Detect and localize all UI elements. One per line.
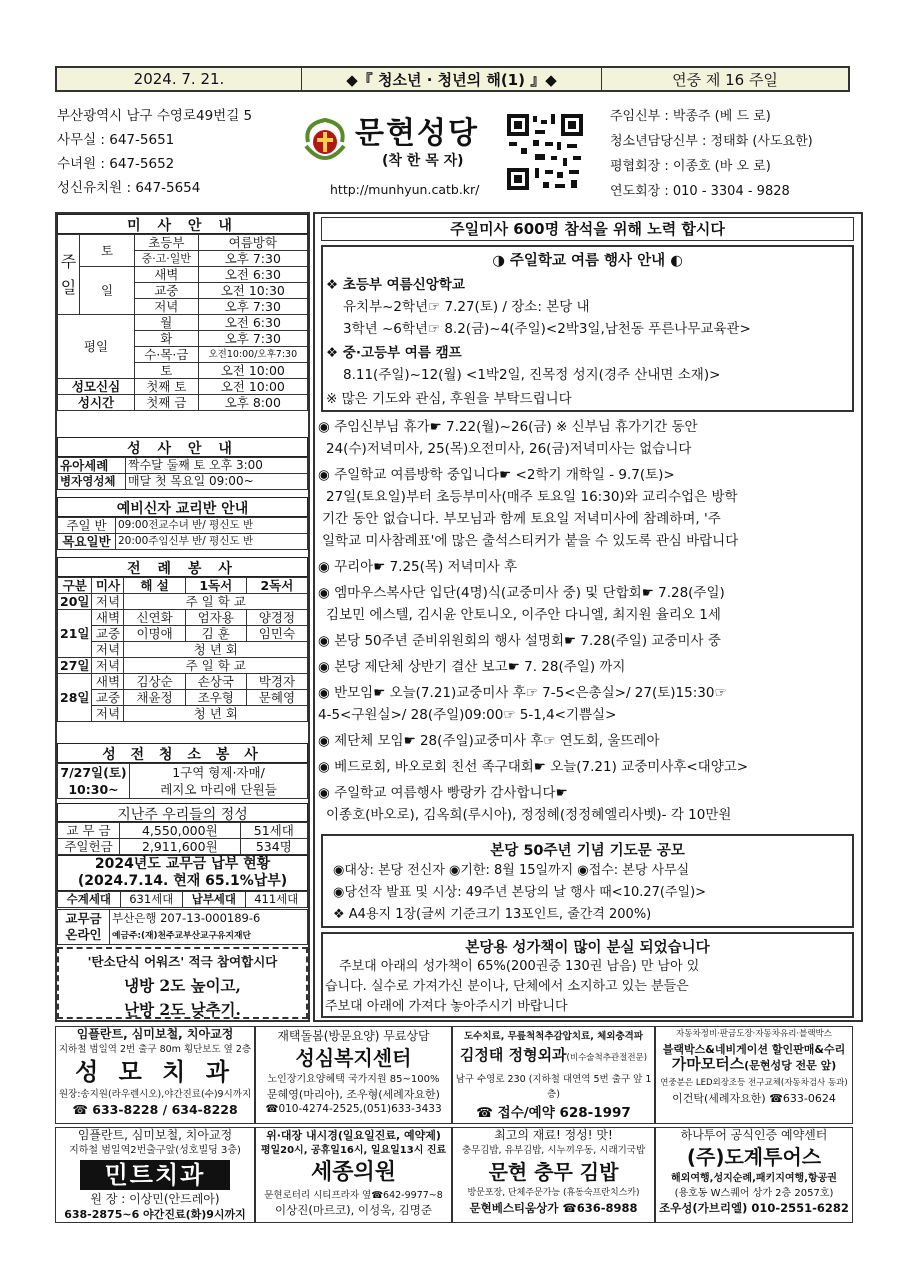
- parish-address-block: [57, 104, 297, 200]
- liturgy-cell: 저녁: [92, 642, 124, 658]
- ad-line: 하나투어 공식인증 예약센터: [680, 1128, 828, 1142]
- liturgy-col: 1독서: [185, 578, 246, 594]
- mass-title: 미 사 안 내: [57, 214, 308, 234]
- catechism-sun-label: 주일 반: [58, 518, 116, 534]
- parish-patron: (착 한 목 자): [382, 153, 464, 169]
- mass-weekday-label: 평일: [58, 315, 135, 379]
- liturgy-cell: 주 일 학 교: [124, 594, 308, 610]
- notice-3: ◉ 꾸리아☛ 7.25(목) 저녁미사 후: [318, 559, 518, 575]
- liturgy-cell: 양경정: [246, 610, 307, 626]
- offering-cell: 51세대: [240, 823, 307, 839]
- liturgy-cell: 채윤정: [124, 690, 185, 706]
- notice-5: ◉ 본당 50주년 준비위원회의 행사 설명회☛ 7.28(주일) 교중미사 중: [318, 633, 721, 649]
- ad-line: 도수치료, 무릎척척추감압치료, 체외충격파: [463, 1031, 644, 1042]
- ad-name: 세종의원: [310, 1160, 396, 1185]
- ad-tel: 638-2875~6 야간진료(화)9시까지: [64, 1208, 246, 1221]
- tithe-account-table: [57, 909, 308, 945]
- summer-elem-2: 3학년 ~6학년☞ 8.2(금)~4(주일)<2박3일,남천동 푸른나무교육관>: [343, 321, 751, 337]
- notice-9: ◉ 베드로회, 바오로회 친선 족구대회☛ 오늘(7.21) 교중미사후<대양고>: [318, 759, 749, 775]
- liturgy-cell: 새벽: [92, 610, 124, 626]
- summer-elem-title: ❖ 초등부 여름신앙학교: [326, 277, 465, 293]
- cleaning-table: [57, 763, 308, 799]
- ad-line: 방문포장, 단체주문가능 (휴동숙프란치스카): [467, 1188, 640, 1198]
- ad-line: 자동차정비·판금도장·자동차유리·블랙박스: [676, 1029, 832, 1039]
- hymn-title: 본당용 성가책이 많이 분실 되었습니다: [465, 940, 710, 956]
- hymnbook-box: [321, 932, 854, 1018]
- notice-10-detail: 이종호(바오로), 김옥희(루시아), 정정혜(정정혜엘리사벳)- 각 10만원: [326, 807, 732, 823]
- summer-title: ◑ 주일학교 여름 행사 안내 ◐: [492, 253, 683, 269]
- cleaning-who-2: 레지오 마리애 단원들: [160, 782, 277, 797]
- ad-line: 지하철 범일역 2번 출구 80m 횡단보도 옆 2층: [58, 1044, 252, 1055]
- tithe-cell: 631세대: [120, 892, 182, 908]
- offering-cell: 교 무 금: [58, 823, 120, 839]
- liturgy-cell: 21일: [58, 610, 92, 658]
- ad-line: 블랙박스&네비게이션 할인판매&수리: [662, 1043, 846, 1056]
- liturgical-week: 연중 제 16 주일: [672, 70, 778, 89]
- carbon-line-1: 냉방 2도 높이고,: [124, 976, 241, 995]
- ad-tel: 문현베스티움상가 ☎636-8988: [469, 1201, 638, 1215]
- mass-sat-label: 토: [80, 235, 135, 267]
- liturgy-cell: 문혜영: [246, 690, 307, 706]
- summer-mid-1: 8.11(주일)~12(월) <1박2일, 진목정 성지(경주 산내면 소재)>: [343, 367, 721, 383]
- mass-cell: 오후 7:30: [198, 251, 307, 267]
- mass-sunday-label: 주 일: [58, 235, 80, 315]
- parish-staff-block: [610, 104, 850, 204]
- mass-cell: 오후 8:00: [198, 395, 307, 411]
- cleaning-title: 성 전 청 소 봉 사: [57, 743, 308, 763]
- header-bar: [55, 66, 850, 92]
- ad-name: 성심복지센터: [295, 1046, 412, 1070]
- ad-dogye-tours: [655, 1127, 853, 1223]
- liturgy-cell: 주 일 학 교: [124, 658, 308, 674]
- mass-cell: 화: [135, 331, 199, 347]
- tithe-subtitle: (2024.7.14. 현재 65.1%납부): [77, 873, 288, 889]
- hymn-line-1: 주보대 아래의 성가책이 65%(200권중 130권 남음) 만 남아 있: [339, 959, 700, 974]
- street-address: 부산광역시 남구 수영로49번길 5: [57, 108, 253, 124]
- mass-cell: 초등부: [135, 235, 199, 251]
- notice-1: ◉ 주임신부님 휴가☛ 7.22(월)~26(금) ※ 신부님 휴가기간 동안: [318, 419, 698, 435]
- ad-line: 임플란트, 심미보철, 치아교정: [77, 1128, 233, 1142]
- convent-phone: 수녀원 : 647-5652: [57, 156, 175, 172]
- mass-cell: 오후 7:30: [198, 331, 307, 347]
- tithe-bank: 부산은행 207-13-000189-6: [112, 911, 261, 925]
- mass-cell: 오후 7:30: [198, 299, 307, 315]
- ad-name: 성 모 치 과: [75, 1057, 235, 1086]
- catechism-title: 예비신자 교리반 안내: [57, 497, 308, 517]
- catechism-table: [57, 517, 308, 550]
- offering-cell: 4,550,000원: [120, 823, 241, 839]
- baptism-label: 유아세례: [58, 458, 126, 474]
- ad-line: 평일20시, 공휴일16시, 일요일13시 진료: [260, 1145, 447, 1156]
- liturgy-cell: 교중: [92, 690, 124, 706]
- ad-line: 문혜영(마리아), 조우형(세례자요한): [267, 1088, 440, 1101]
- carbon-campaign-box: [57, 947, 308, 1019]
- cleaning-date: [58, 764, 130, 799]
- ad-tel: 이건탁(세례자요한) ☎633-0624: [672, 1092, 836, 1105]
- cleaning-who: [130, 764, 308, 799]
- liturgy-col: 2독서: [246, 578, 307, 594]
- tithe-cell: 411세대: [245, 892, 307, 908]
- tithe-title: 2024년도 교무금 납부 현황: [94, 856, 271, 872]
- kindergarten-phone: 성신유치원 : 647-5654: [57, 180, 201, 196]
- ad-line: 해외여행,성지순례,패키지여행,항공권: [671, 1173, 837, 1184]
- ad-tag: (비수술척추관절전문): [566, 1053, 648, 1063]
- mass-cell: 여름방학: [198, 235, 307, 251]
- liturgy-cell: 저녁: [92, 706, 124, 722]
- mass-table: [57, 234, 308, 411]
- baptism-schedule: 짝수달 둘째 토 오후 3:00: [126, 458, 308, 474]
- notice-4: ◉ 엠마우스복사단 입단(4명)식(교중미사 중) 및 단합회☛ 7.28(주일): [318, 585, 725, 601]
- ad-tel: ☎ 접수/예약 628-1997: [476, 1105, 631, 1121]
- ad-line: 지하철 범일역2번출구앞(성호빌딩 3층): [69, 1145, 241, 1156]
- mass-cell: 오전 10:00: [198, 363, 307, 379]
- ad-line: 위·대장 내시경(일요일진료, 예약제): [266, 1129, 441, 1142]
- liturgy-cell: 저녁: [92, 594, 124, 610]
- cleaning-who-1: 1구역 형제·자매/: [172, 765, 265, 780]
- liturgy-cell: 저녁: [92, 658, 124, 674]
- liturgy-cell: 손상국: [185, 674, 246, 690]
- notice-8: ◉ 제단체 모임☛ 28(주일)교중미사 후☞ 연도회, 울뜨레아: [318, 733, 660, 749]
- pastor: 주임신부 : 박종주 (베 드 로): [610, 109, 771, 124]
- mass-cell: 첫째 토: [135, 379, 199, 395]
- qr-code-icon: [505, 112, 585, 192]
- offering-title: 지난주 우리들의 정성: [57, 803, 308, 822]
- office-phone: 사무실 : 647-5651: [57, 132, 175, 148]
- catechism-thu-label: 목요일반: [58, 534, 116, 550]
- ad-line: (용호동 W스퀘어 상가 2층 2057호): [674, 1188, 834, 1199]
- ad-tel: 조우성(가브리엘) 010-2551-6282: [659, 1201, 849, 1215]
- notice-10: ◉ 주일학교 여름행사 빵랑카 감사합니다☛: [318, 785, 568, 801]
- ad-chungmu-gimbap: [452, 1127, 655, 1223]
- liturgy-cell: 김상순: [124, 674, 185, 690]
- notice-2: ◉ 주일학교 여름방학 중입니다☛ <2학기 개학일 - 9.7(토)>: [318, 467, 675, 483]
- youth-chaplain: 청소년담당신부 : 정태화 (사도요한): [610, 134, 813, 149]
- ad-tag: (문현성당 전문 앞): [744, 1059, 837, 1072]
- offering-cell: 2,911,600원: [120, 839, 241, 855]
- tithe-holder: 예금주:(재)천주교부산교구유지재단: [112, 931, 252, 941]
- sick-label: 병자영성체: [58, 474, 126, 490]
- parish-emblem-icon: [300, 112, 350, 172]
- summer-elem-1: 유치부~2학년☞ 7.27(토) / 장소: 본당 내: [343, 299, 590, 315]
- ad-mint-dental: [55, 1127, 255, 1223]
- ad-line: 원 장 : 이상민(안드레아): [90, 1192, 220, 1206]
- ad-name: 가마모터스: [671, 1055, 745, 1073]
- notice-7-detail: 4-5<구원실>/ 28(주일)09:00☞ 5-1,4<기쁨실>: [318, 707, 617, 723]
- mass-cell: 토: [135, 363, 199, 379]
- ad-name: 민트치과: [80, 1160, 230, 1190]
- mass-cell: 성모신심: [58, 379, 135, 395]
- carbon-line-2: 난방 2도 낮추기.: [124, 1000, 241, 1019]
- notice-4-detail: 김보민 에스텔, 김시윤 안토니오, 이주안 다니엘, 최지원 율리오 1세: [326, 607, 721, 623]
- tithe-table: [57, 891, 308, 908]
- mass-cell: 첫째 금: [135, 395, 199, 411]
- offering-table: [57, 822, 308, 855]
- parish-name: 문현성당: [355, 116, 479, 151]
- ad-line: 연중분은 LED외장조등 전구교체(자동차검사 동과): [660, 1078, 848, 1088]
- contest-title: 본당 50주년 기념 기도문 공모: [490, 843, 685, 859]
- council-president: 평협회장 : 이종호 (바 오 로): [610, 159, 771, 174]
- cleaning-date-text: 7/27일(토): [60, 765, 127, 780]
- mass-cell: 수·목·금: [135, 347, 199, 363]
- liturgy-col: 구분: [58, 578, 92, 594]
- summer-mid-title: ❖ 중·고등부 여름 캠프: [326, 345, 462, 361]
- hymn-line-3: 주보대 아래에 가져다 놓아주시기 바랍니다: [325, 999, 568, 1014]
- ad-line: 최고의 재료! 정성! 맛!: [494, 1128, 613, 1142]
- liturgy-cell: 새벽: [92, 674, 124, 690]
- liturgy-title: 전 례 봉 사: [57, 557, 308, 577]
- ad-tel: ☎010-4274-2525,(051)633-3433: [265, 1103, 442, 1115]
- ad-seongsim-welfare: [255, 1026, 452, 1124]
- ad-line: 문현로터리 시티프라자 옆☎642-9977~8: [264, 1190, 443, 1201]
- year-theme: ◆『 청소년 · 청년의 해(1) 』◆: [302, 68, 602, 90]
- liturgy-cell: 청 년 회: [124, 642, 308, 658]
- ad-line: 충무김밥, 유부김밥, 시누끼우동, 시래기국밥: [461, 1145, 646, 1156]
- mass-cell: 중·고·일반: [135, 251, 199, 267]
- catechism-thu: 20:00주임신부 반/ 평신도 반: [116, 534, 308, 550]
- contest-line-3: ❖ A4용지 1장(글씨 기준크기 13포인트, 줄간격 200%): [333, 907, 652, 922]
- prayer-contest-box: [321, 834, 854, 928]
- carbon-title: '탄소단식 어워즈' 적극 참여합시다: [87, 954, 278, 969]
- liturgy-cell: 20일: [58, 594, 92, 610]
- notice-2-detail-1: 27일(토요일)부터 초등부미사(매주 토요일 16:30)와 교리수업은 방학: [326, 489, 738, 505]
- ad-name: 문현 충무 김밥: [488, 1160, 619, 1184]
- tithe-cell: 수계세대: [58, 892, 121, 908]
- offering-cell: 534명: [240, 839, 307, 855]
- mass-cell: 새벽: [135, 267, 199, 283]
- mass-cell: 오전 6:30: [198, 267, 307, 283]
- notice-6: ◉ 본당 제단체 상반기 결산 보고☛ 7. 28(주일) 까지: [318, 659, 626, 675]
- liturgy-cell: 박경자: [246, 674, 307, 690]
- ad-line: 재택돌봄(방문요양) 무료상담: [277, 1029, 430, 1043]
- tithe-account: [110, 910, 308, 945]
- liturgy-cell: 이명애: [124, 626, 185, 642]
- ad-name: 김정태 정형외과: [459, 1046, 567, 1064]
- bulletin-date: 2024. 7. 21.: [57, 68, 302, 90]
- ad-line: 원장:송지원(라우렌시오),야간진료(수)9시까지: [58, 1089, 252, 1100]
- mass-cell: 오전 10:30: [198, 283, 307, 299]
- tithe-account-label: [58, 910, 110, 945]
- sick-schedule: 매달 첫 목요일 09:00~: [126, 474, 308, 490]
- contest-line-1: ◉대상: 본당 전신자 ◉기한: 8월 15일까지 ◉접수: 본당 사무실: [333, 863, 690, 878]
- offering-cell: 주일헌금: [58, 839, 120, 855]
- liturgy-table: [57, 577, 308, 722]
- ad-line: 임플란트, 심미보철, 치아교정: [76, 1027, 234, 1041]
- sacrament-table: [57, 457, 308, 490]
- sacrament-title: 성 사 안 내: [57, 437, 308, 457]
- ad-tel: ☎ 633-8228 / 634-8228: [72, 1102, 238, 1117]
- ad-gama-motors: [655, 1026, 853, 1124]
- mass-sun-label: 일: [80, 267, 135, 315]
- liturgy-cell: 김 훈: [185, 626, 246, 642]
- mass-cell: 교중: [135, 283, 199, 299]
- liturgy-cell: 조우형: [185, 690, 246, 706]
- cleaning-time-text: 10:30~: [68, 782, 119, 797]
- notice-1-detail: 24(수)저녁미사, 25(목)오전미사, 26(금)저녁미사는 없습니다: [326, 441, 692, 457]
- tithe-label-2: 온라인: [65, 927, 102, 942]
- liturgy-col: 해 설: [124, 578, 185, 594]
- mass-cell: 저녁: [135, 299, 199, 315]
- mass-cell: 성시간: [58, 395, 135, 411]
- catechism-sun: 09:00전교수녀 반/ 평신도 반: [116, 518, 308, 534]
- notice-2-detail-3: 일학교 미사참례표'에 많은 출석스티커가 붙을 수 있도록 관심 바랍니다: [322, 533, 739, 549]
- tithe-label-1: 교무금: [65, 911, 102, 926]
- ydo-president: 연도회장 : 010 - 3304 - 9828: [610, 184, 790, 199]
- notice-7: ◉ 반모임☛ 오늘(7.21)교중미사 후☞ 7-5<은총실>/ 27(토)15:30☞: [318, 685, 727, 701]
- ad-name: (주)도계투어스: [686, 1145, 822, 1169]
- summer-note: ※ 많은 기도와 관심, 후원을 부탁드립니다: [326, 391, 572, 407]
- ad-line: 노인장기요양혜택 국가지원 85~100%: [267, 1074, 440, 1085]
- liturgy-cell: 임민숙: [246, 626, 307, 642]
- mass-cell: 오전 10:00: [198, 379, 307, 395]
- mass-cell: 오전10:00/오후7:30: [198, 347, 307, 363]
- ad-line: 남구 수영로 230 (지하철 대연역 5번 출구 앞 1층): [455, 1074, 652, 1100]
- liturgy-cell: 교중: [92, 626, 124, 642]
- liturgy-cell: 청 년 회: [124, 706, 308, 722]
- liturgy-cell: 엄자용: [185, 610, 246, 626]
- liturgy-cell: 신연화: [124, 610, 185, 626]
- liturgy-col: 미사: [92, 578, 124, 594]
- mass-cell: 오전 6:30: [198, 315, 307, 331]
- attendance-banner: 주일미사 600명 참석을 위해 노력 합시다: [321, 217, 854, 241]
- ad-tel: 이상진(마르코), 이성욱, 김명준: [275, 1203, 432, 1217]
- ad-seongmo-dental: [55, 1026, 255, 1124]
- liturgy-cell: 27일: [58, 658, 92, 674]
- hymn-line-2: 습니다. 실수로 가져가신 분이나, 단체에서 소지하고 있는 분들은: [325, 979, 689, 994]
- parish-website-link[interactable]: http://munhyun.catb.kr/: [330, 182, 480, 197]
- ad-sejong-clinic: [255, 1127, 452, 1223]
- contest-line-2: ◉당선작 발표 및 시상: 49주년 본당의 날 행사 때<10.27(주일)>: [333, 885, 707, 900]
- mass-cell: 월: [135, 315, 199, 331]
- liturgy-cell: 28일: [58, 674, 92, 722]
- ad-kimjungtae-ortho: [452, 1026, 655, 1124]
- tithe-title-box: [57, 855, 308, 891]
- notice-2-detail-2: 기간 동안 없습니다. 부모님과 함께 토요일 저녁미사에 참례하며, '주: [322, 511, 721, 527]
- tithe-cell: 납부세대: [182, 892, 245, 908]
